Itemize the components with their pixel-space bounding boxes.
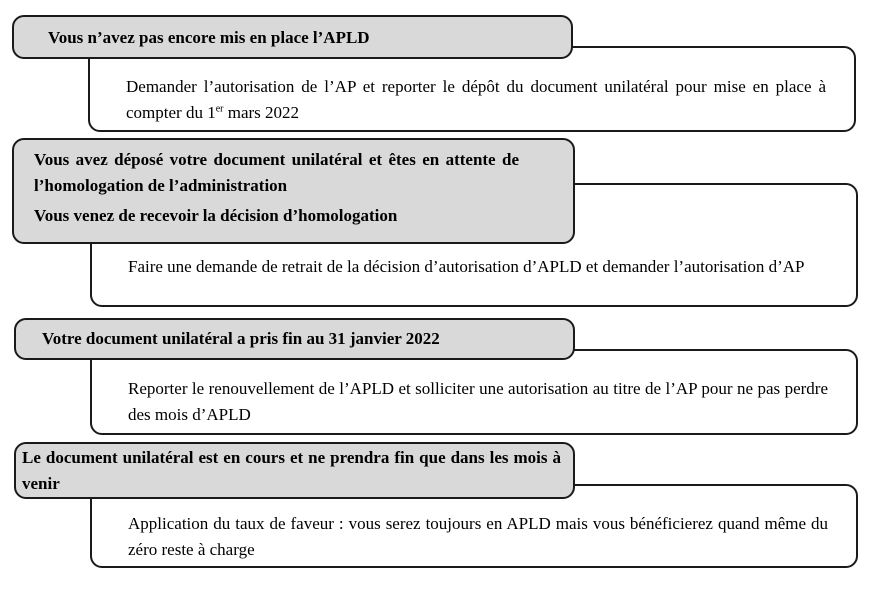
situation-text-3: Votre document unilatéral a pris fin au 31 janvier 2022: [42, 329, 440, 348]
action-text-2: Faire une demande de retrait de la décision d’autorisation d’APLD et demander l’autorisation d’AP: [128, 257, 805, 276]
situation-box-2: [12, 138, 575, 244]
situation-box-1: [12, 15, 573, 59]
situation-text-2b: Vous venez de recevoir la décision d’homologation: [34, 206, 398, 225]
situation-text-2a: Vous avez déposé votre document unilatéral et êtes en attente de l’homologation de l’administration: [34, 150, 519, 195]
action-box-3: [90, 349, 858, 435]
situation-box-3: [14, 318, 575, 360]
situation-text-1: Vous n’avez pas encore mis en place l’APLD: [48, 28, 370, 47]
situation-box-4: [14, 442, 575, 499]
action-text-3: Reporter le renouvellement de l’APLD et solliciter une autorisation au titre de l’AP pour ne pas perdre des mois d’APLD: [128, 379, 828, 424]
action-text-4: Application du taux de faveur : vous serez toujours en APLD mais vous bénéficierez quand même du zéro reste à charge: [128, 514, 828, 559]
situation-text-4: Le document unilatéral est en cours et ne prendra fin que dans les mois à venir: [22, 448, 561, 493]
action-text-1: Demander l’autorisation de l’AP et reporter le dépôt du document unilatéral pour mise en place à compter du 1er mars 2022: [126, 77, 826, 122]
superscript-er: er: [215, 103, 224, 115]
